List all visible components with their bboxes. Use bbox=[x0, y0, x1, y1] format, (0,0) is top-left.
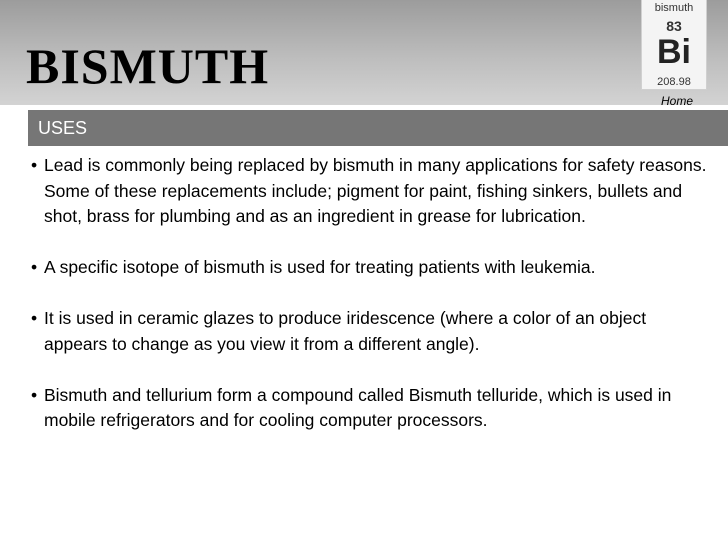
bullet-text: Bismuth and tellurium form a compound called Bismuth telluride, which is used in mobile refrigerators and for cooling computer processors. bbox=[44, 384, 672, 430]
bullet-marker: • bbox=[31, 155, 38, 175]
bullet-marker: • bbox=[31, 308, 38, 328]
page-title: BISMUTH bbox=[26, 38, 270, 94]
section-header-bar bbox=[28, 110, 728, 146]
bullet-marker: • bbox=[31, 384, 38, 405]
periodic-element-tile bbox=[641, 0, 707, 90]
bullet-item bbox=[31, 306, 711, 357]
home-link[interactable]: Home bbox=[661, 94, 694, 108]
bullet-item bbox=[31, 153, 711, 230]
bullet-item bbox=[31, 383, 711, 434]
atomic-mass: 208.98 bbox=[657, 76, 691, 88]
bullet-item bbox=[31, 255, 711, 281]
section-label: USES bbox=[38, 118, 88, 138]
bullet-text: A specific isotope of bismuth is used for treating patients with leukemia. bbox=[44, 257, 596, 277]
bullet-text: It is used in ceramic glazes to produce iridescence (where a color of an object appears to change as you view it from a different angle). bbox=[44, 308, 647, 354]
bullet-marker: • bbox=[31, 257, 38, 277]
element-name: bismuth bbox=[654, 2, 694, 14]
bullet-text: Lead is commonly being replaced by bismuth in many applications for safety reasons. Some of these replacements include; pigment for paint, fishing sinkers, bullets and shot, brass for plumbing and as an ingredient in grease for lubrication. bbox=[44, 155, 707, 226]
bullet-list bbox=[31, 153, 711, 434]
atomic-number: 83 bbox=[666, 18, 682, 34]
element-symbol: Bi bbox=[657, 33, 691, 71]
